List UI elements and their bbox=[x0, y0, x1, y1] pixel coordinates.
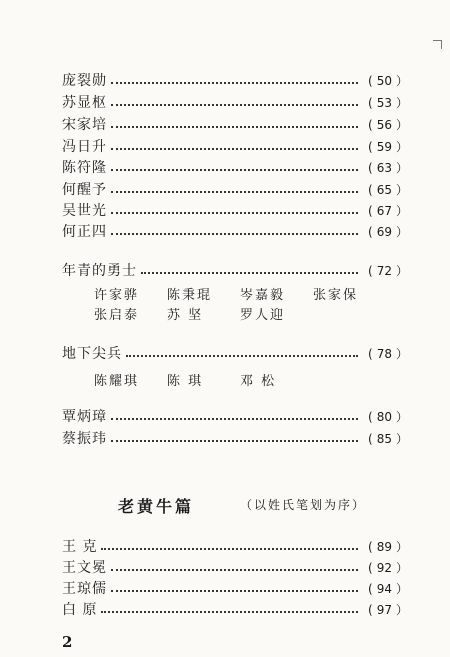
toc-entry-page: ( 56 ） bbox=[368, 117, 408, 132]
leader-dots bbox=[111, 569, 358, 571]
toc-entry-name: 覃炳璋 bbox=[62, 409, 107, 425]
toc-entry-name: 何正四 bbox=[62, 224, 107, 240]
leader-dots bbox=[111, 169, 358, 171]
toc-entry-name: 蔡振玮 bbox=[62, 431, 107, 447]
leader-dots bbox=[141, 272, 358, 274]
toc-entry-name: 陈符隆 bbox=[62, 160, 107, 176]
toc-entry-name: 冯日升 bbox=[62, 139, 107, 155]
toc-entry[interactable] bbox=[62, 200, 414, 220]
toc-entry-page: ( 78 ） bbox=[368, 346, 408, 361]
leader-dots bbox=[111, 148, 358, 150]
toc-entry[interactable] bbox=[62, 343, 414, 363]
toc-entry-name: 吴世光 bbox=[62, 203, 107, 219]
toc-entry-name: 年青的勇士 bbox=[62, 263, 137, 279]
toc-entry-page: ( 65 ） bbox=[368, 182, 408, 197]
leader-dots bbox=[126, 355, 358, 357]
toc-entry-name: 庞裂勋 bbox=[62, 73, 107, 89]
leader-dots bbox=[101, 611, 358, 613]
corner-mark bbox=[433, 40, 442, 49]
page-number: 2 bbox=[62, 633, 73, 651]
toc-entry[interactable] bbox=[62, 599, 414, 619]
toc-entry-page: ( 69 ） bbox=[368, 224, 408, 239]
toc-entry-page: ( 50 ） bbox=[368, 73, 408, 88]
toc-entry-page: ( 72 ） bbox=[368, 263, 408, 278]
member-name: 陈耀琪 bbox=[94, 374, 140, 389]
toc-entry[interactable] bbox=[62, 179, 414, 199]
leader-dots bbox=[111, 590, 358, 592]
toc-entry-name: 宋家培 bbox=[62, 117, 107, 133]
toc-entry[interactable] bbox=[62, 221, 414, 241]
toc-entry[interactable] bbox=[62, 70, 414, 90]
toc-entry-page: ( 89 ） bbox=[368, 539, 408, 554]
toc-entry-name: 地下尖兵 bbox=[62, 346, 122, 362]
member-name: 邓 松 bbox=[240, 374, 277, 389]
member-name: 罗人迎 bbox=[240, 308, 286, 323]
toc-entry[interactable] bbox=[62, 428, 414, 448]
section-note: （以姓氏笔划为序） bbox=[240, 498, 367, 512]
leader-dots bbox=[111, 233, 358, 235]
member-names bbox=[94, 304, 313, 323]
toc-entry-page: ( 97 ） bbox=[368, 602, 408, 617]
toc-entry-name: 王文冕 bbox=[62, 560, 107, 576]
toc-entry[interactable] bbox=[62, 157, 414, 177]
leader-dots bbox=[111, 212, 358, 214]
toc-entry[interactable] bbox=[62, 136, 414, 156]
leader-dots bbox=[111, 104, 358, 106]
member-name: 陈秉琨 bbox=[167, 288, 213, 303]
leader-dots bbox=[111, 440, 358, 442]
leader-dots bbox=[111, 191, 358, 193]
member-name: 陈 琪 bbox=[167, 374, 204, 389]
toc-entry-name: 王琼儒 bbox=[62, 581, 107, 597]
toc-entry[interactable] bbox=[62, 578, 414, 598]
toc-entry[interactable] bbox=[62, 557, 414, 577]
toc-entry-page: ( 94 ） bbox=[368, 581, 408, 596]
leader-dots bbox=[111, 126, 358, 128]
toc-entry[interactable] bbox=[62, 260, 414, 280]
member-names bbox=[94, 370, 313, 389]
toc-entry-name: 白 原 bbox=[62, 602, 98, 618]
toc-entry-page: ( 63 ） bbox=[368, 160, 408, 175]
member-name: 许家骅 bbox=[94, 288, 140, 303]
toc-entry-page: ( 80 ） bbox=[368, 409, 408, 424]
leader-dots bbox=[111, 418, 358, 420]
toc-entry[interactable] bbox=[62, 92, 414, 112]
member-name: 岑嘉毅 bbox=[240, 288, 286, 303]
toc-entry-page: ( 92 ） bbox=[368, 560, 408, 575]
member-name: 苏 坚 bbox=[167, 308, 204, 323]
toc-entry-page: ( 59 ） bbox=[368, 139, 408, 154]
leader-dots bbox=[111, 82, 358, 84]
toc-entry-name: 苏显枢 bbox=[62, 95, 107, 111]
section-title: 老黄牛篇 bbox=[118, 497, 195, 516]
toc-entry-name: 何醒予 bbox=[62, 182, 107, 198]
member-name: 张启泰 bbox=[94, 308, 140, 323]
toc-entry-page: ( 67 ） bbox=[368, 203, 408, 218]
toc-entry[interactable] bbox=[62, 406, 414, 426]
toc-entry[interactable] bbox=[62, 114, 414, 134]
member-names bbox=[94, 284, 386, 303]
leader-dots bbox=[101, 548, 358, 550]
toc-entry-name: 王 克 bbox=[62, 539, 98, 555]
member-name: 张家保 bbox=[313, 288, 359, 303]
toc-entry-page: ( 53 ） bbox=[368, 95, 408, 110]
toc-entry-page: ( 85 ） bbox=[368, 431, 408, 446]
toc-entry[interactable] bbox=[62, 536, 414, 556]
